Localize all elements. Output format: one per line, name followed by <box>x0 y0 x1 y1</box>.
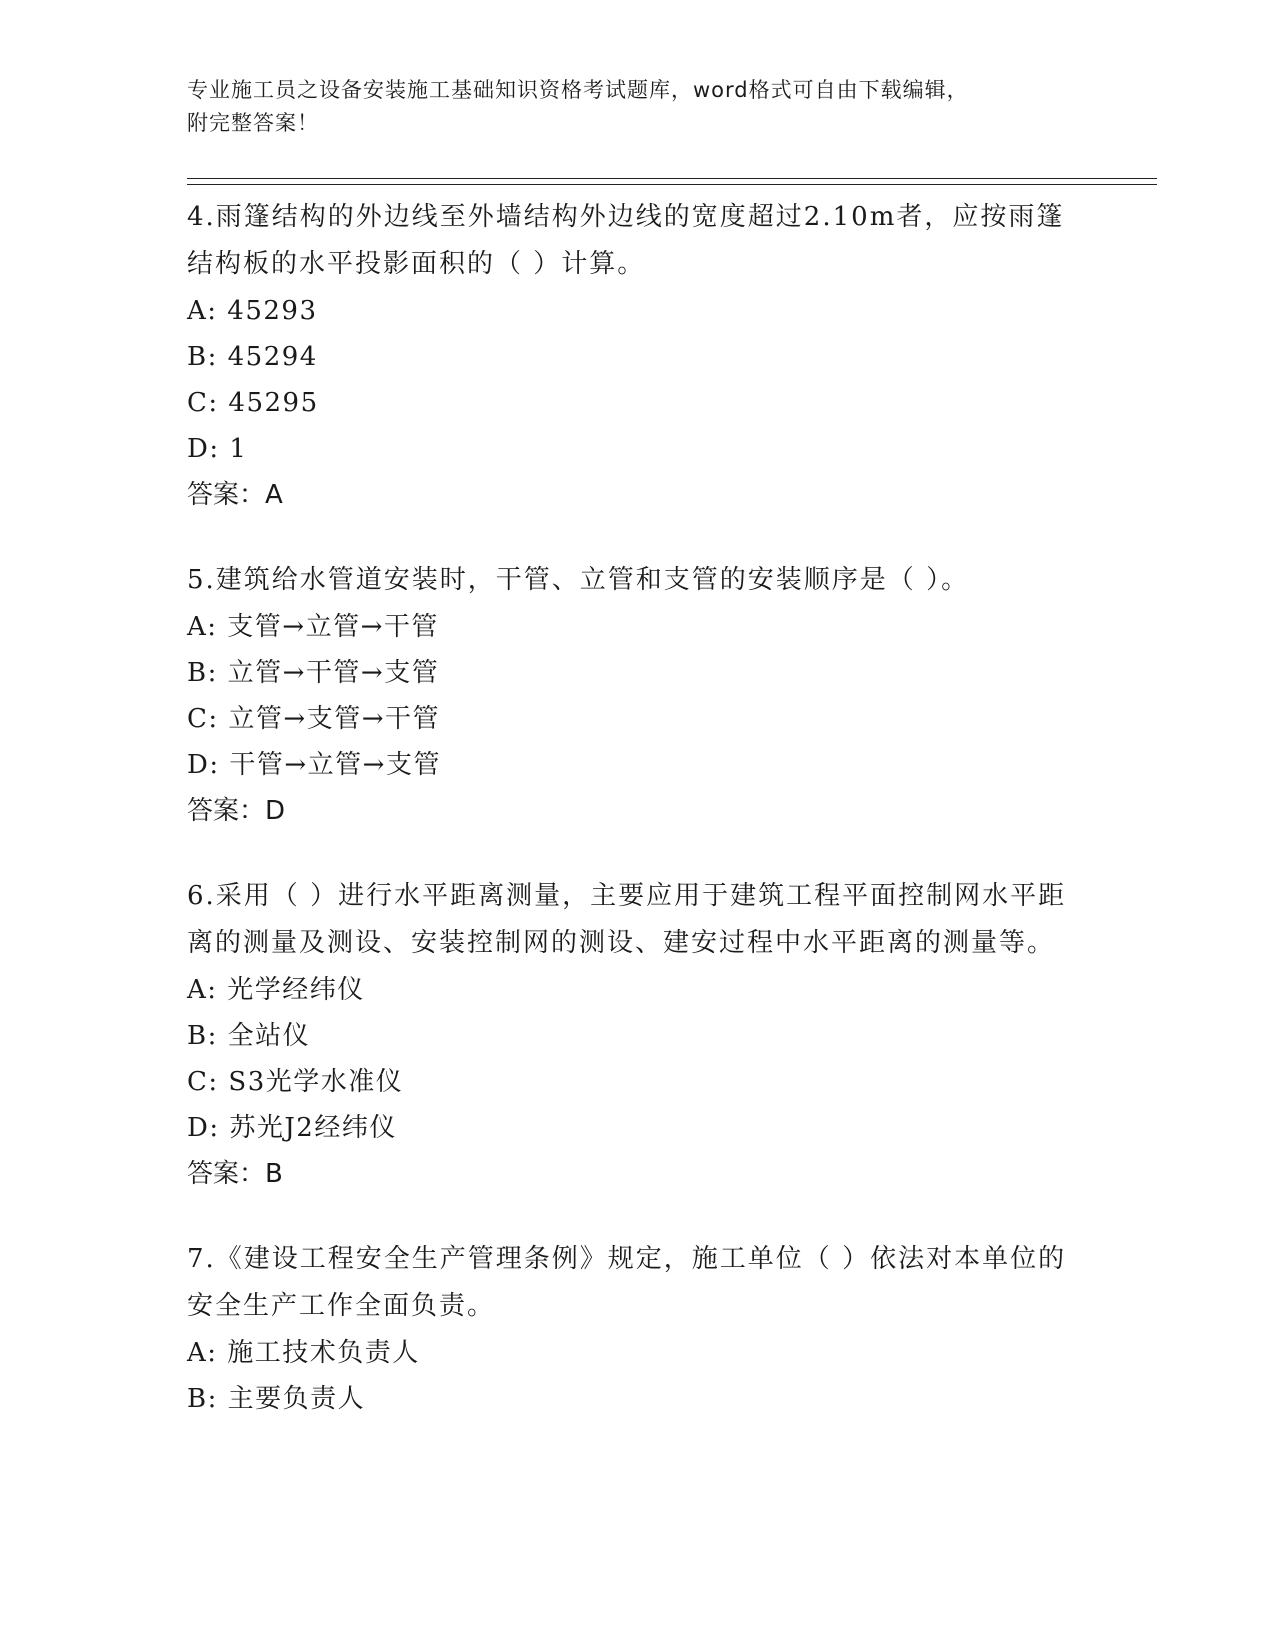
question-4 <box>187 194 1087 518</box>
option-b: B: 立管→干管→支管 <box>187 658 440 688</box>
option-d: D: 1 <box>187 434 248 464</box>
document-header <box>187 74 1087 140</box>
question-list <box>187 194 1087 1461</box>
option-a: A: 施工技术负责人 <box>187 1338 420 1368</box>
option-d: D: 苏光J2经纬仪 <box>187 1113 397 1143</box>
question-5 <box>187 557 1087 834</box>
option-a: A: 光学经纬仪 <box>187 975 365 1005</box>
header-line-2: 附完整答案！ <box>187 111 319 135</box>
option-c: C: 45295 <box>187 388 319 418</box>
question-stem: 7.《建设工程安全生产管理条例》规定，施工单位（ ）依法对本单位的安全生产工作全面负责。 <box>187 1244 1067 1321</box>
option-a: A: 支管→立管→干管 <box>187 612 439 642</box>
question-stem: 6.采用（ ）进行水平距离测量，主要应用于建筑工程平面控制网水平距离的测量及测设、安装控制网的测设、建安过程中水平距离的测量等。 <box>187 881 1067 958</box>
option-b: B: 全站仪 <box>187 1021 311 1051</box>
question-7 <box>187 1236 1087 1422</box>
header-divider-bottom <box>187 184 1157 185</box>
answer-line: 答案：A <box>187 480 283 510</box>
answer-line: 答案：B <box>187 1159 283 1189</box>
header-divider-top <box>187 178 1157 179</box>
answer-line: 答案：D <box>187 796 286 826</box>
option-a: A: 45293 <box>187 296 318 326</box>
option-d: D: 干管→立管→支管 <box>187 750 441 780</box>
option-b: B: 主要负责人 <box>187 1384 366 1414</box>
header-line-1: 专业施工员之设备安装施工基础知识资格考试题库，word格式可自由下载编辑， <box>187 78 969 102</box>
question-stem: 5.建筑给水管道安装时，干管、立管和支管的安装顺序是（ ）。 <box>187 565 970 595</box>
question-stem: 4.雨篷结构的外边线至外墙结构外边线的宽度超过2.10m者，应按雨篷结构板的水平投影面积的（ ）计算。 <box>187 202 1065 279</box>
option-c: C: S3光学水准仪 <box>187 1067 404 1097</box>
question-6 <box>187 873 1087 1197</box>
option-c: C: 立管→支管→干管 <box>187 704 440 734</box>
option-b: B: 45294 <box>187 342 318 372</box>
